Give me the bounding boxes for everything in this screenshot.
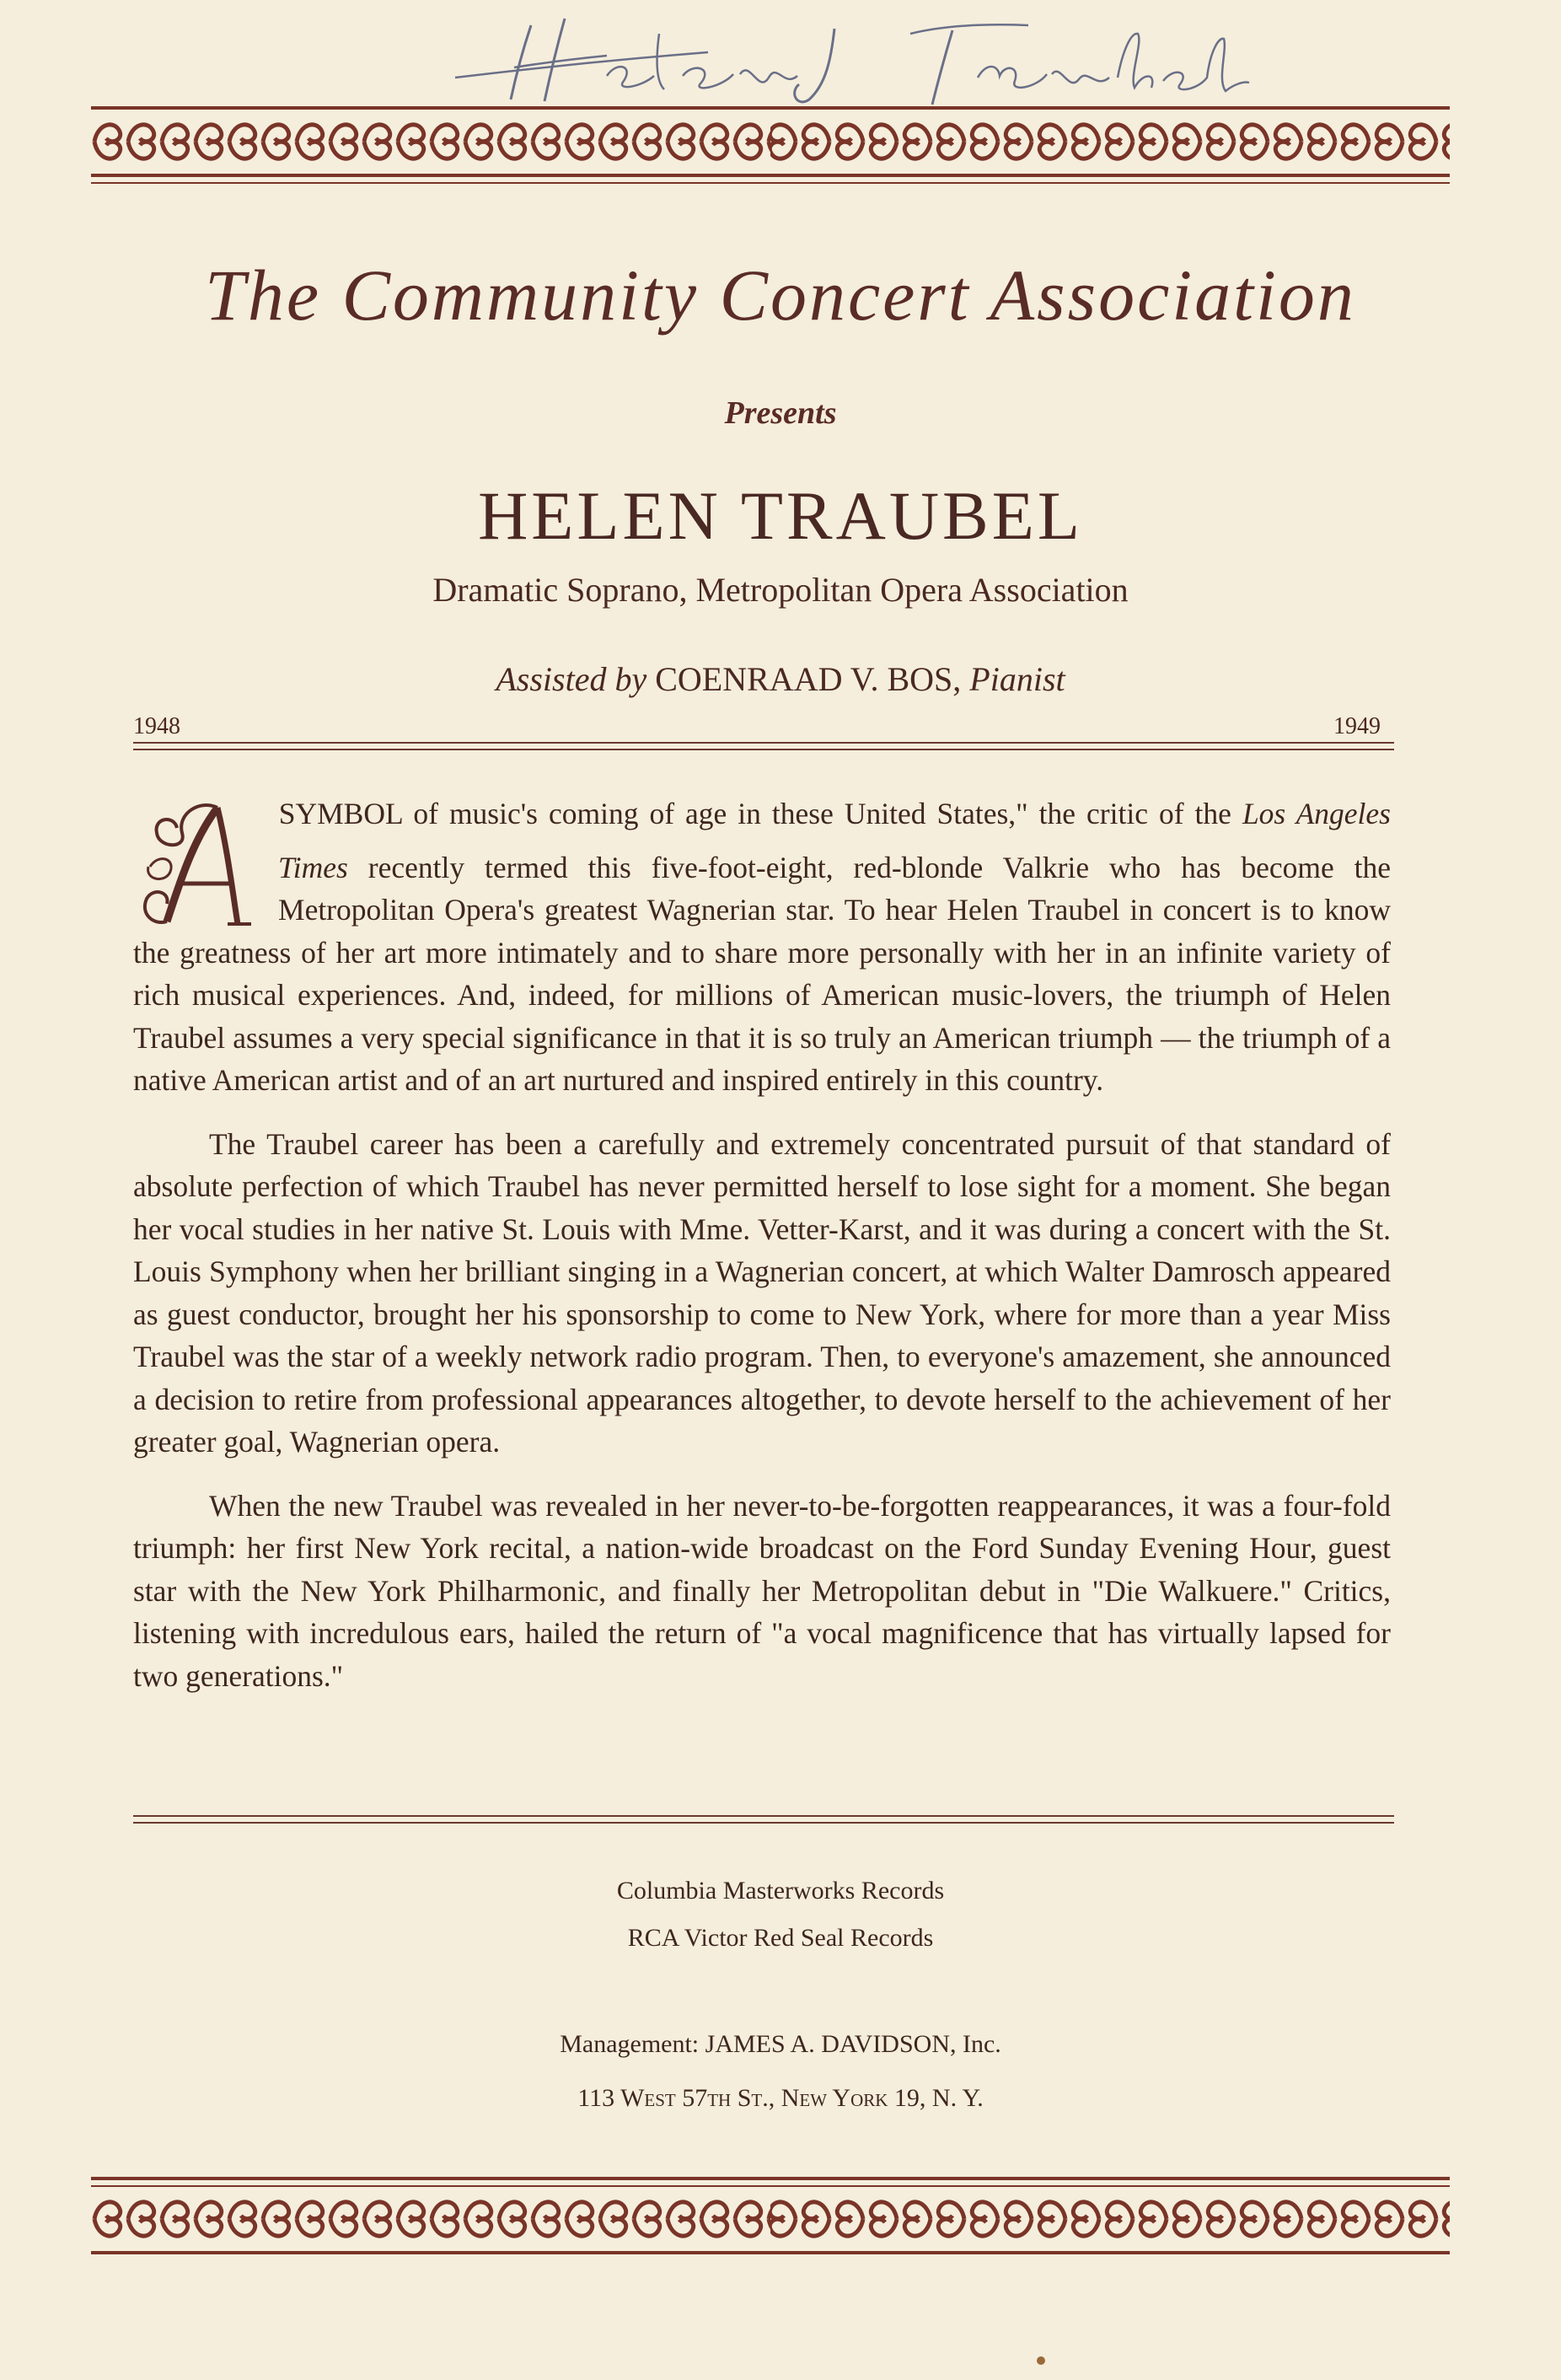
paragraph-1 bbox=[133, 792, 1391, 1102]
management-label: Management: bbox=[560, 2030, 700, 2058]
association-title: The Community Concert Association bbox=[205, 255, 1356, 336]
management-address: 113 West 57th St., New York 19, N. Y. bbox=[577, 2084, 984, 2112]
artist-subtitle: Dramatic Soprano, Metropolitan Opera Association bbox=[432, 571, 1129, 609]
accompanist-role: Pianist bbox=[969, 660, 1065, 698]
record-label-rca: RCA Victor Red Seal Records bbox=[627, 1924, 934, 1952]
record-label-columbia: Columbia Masterworks Records bbox=[616, 1877, 945, 1905]
paper-speck bbox=[1037, 2356, 1045, 2365]
ornamental-dropcap-a bbox=[133, 799, 268, 930]
paragraph-2: The Traubel career has been a carefully and extremely concentrated pursuit of that standard of absolute perfection of which Traubel has never permitted herself to lose sight for a moment. She began her vocal studies in her native St. Louis with Mme. Vetter-Karst, and it was during a concert with the St. Louis Symphony when her brilliant singing in a Wagnerian concert, at which Walter Damrosch appeared as guest conductor, brought her his sponsorship to come to New York, where for more than a year Miss Traubel was the star of a weekly network radio program. Then, to everyone's amazement, she announced a decision to retire from professional appearances altogether, to devote herself to the achievement of her greater goal, Wagnerian opera. bbox=[133, 1126, 1391, 1459]
accompanist-name: COENRAAD V. BOS, bbox=[655, 660, 962, 698]
season-end-year: 1949 bbox=[1333, 713, 1381, 739]
artist-name: HELEN TRAUBEL bbox=[478, 477, 1083, 554]
signature-image bbox=[438, 0, 1281, 118]
assisted-prefix: Assisted by bbox=[496, 660, 647, 698]
top-ornament-pattern bbox=[91, 115, 1450, 169]
bottom-ornamental-border bbox=[91, 2177, 1450, 2258]
newspaper-name: Los Angeles Times bbox=[278, 797, 1391, 884]
season-start-year: 1948 bbox=[133, 713, 180, 739]
paragraph-1-part-a: SYMBOL of music's coming of age in these United States," the critic of the bbox=[278, 797, 1242, 830]
bottom-ornament-pattern bbox=[91, 2192, 1450, 2246]
assisted-by-line bbox=[0, 659, 1561, 699]
biography-text bbox=[133, 792, 1391, 1718]
management-name: JAMES A. DAVIDSON, Inc. bbox=[705, 2030, 1001, 2058]
paragraph-3: When the new Traubel was revealed in her never-to-be-forgotten reappearances, it was a four-fold triumph: her first New York recital, a nation-wide broadcast on the Ford Sunday Evening Hour, guest star with the New York Philharmonic, and finally her Metropolitan debut in "Die Walkuere." Critics, listening with incredulous ears, hailed the return of "a vocal magnificence that has virtually lapsed for two generations." bbox=[133, 1488, 1391, 1693]
paragraph-1-part-b: recently termed this five-foot-eight, red-blonde Valkrie who has become the Metropolitan Opera's greatest Wagnerian star. To hear Helen Traubel in concert is to know the greatness of her art more intimately and to share more personally with her in an infinite variety of rich musical experiences. And, indeed, for millions of American music-lovers, the triumph of Helen Traubel assumes a very special significance in that it is so truly an American triumph — the triumph of a native American artist and of an art nurtured and inspired entirely in this country. bbox=[133, 850, 1391, 1097]
top-ornamental-border bbox=[91, 106, 1450, 187]
management-line bbox=[0, 2030, 1561, 2059]
presents-label: Presents bbox=[724, 395, 837, 431]
